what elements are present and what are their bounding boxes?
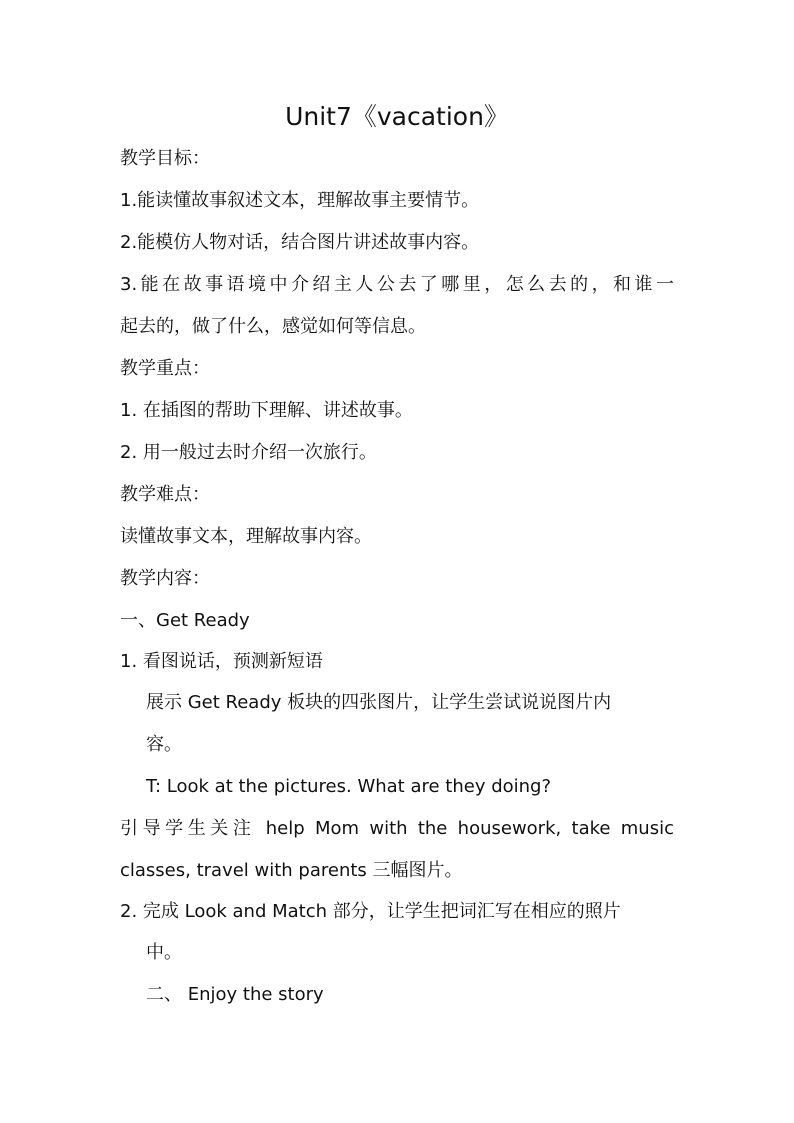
section-enjoy-story: 二、 Enjoy the story (146, 984, 324, 1005)
step-1-heading: 1. 看图说话，预测新短语 (120, 651, 323, 672)
document-title: Unit7《vacation》 (285, 102, 509, 131)
teaching-content-heading: 教学内容： (120, 568, 210, 589)
guide-line-1: 引导学生关注 help Mom with the housework, take music (120, 818, 674, 839)
objective-1: 1.能读懂故事叙述文本，理解故事主要情节。 (120, 190, 480, 211)
section-get-ready: 一、Get Ready (120, 610, 250, 631)
objective-3-line-2: 起去的，做了什么，感觉如何等信息。 (120, 316, 426, 337)
objective-3-line-1: 3.能在故事语境中介绍主人公去了哪里，怎么去的，和谁一 (120, 274, 674, 295)
guide-line-2: classes, travel with parents 三幅图片。 (120, 860, 463, 881)
step-2-line-1: 2. 完成 Look and Match 部分，让学生把词汇写在相应的照片 (120, 901, 621, 922)
step-1-description-line-2: 容。 (146, 734, 182, 755)
difficult-point: 读懂故事文本，理解故事内容。 (120, 526, 372, 547)
step-1-description-line-1: 展示 Get Ready 板块的四张图片，让学生尝试说说图片内 (146, 692, 612, 713)
key-points-heading: 教学重点： (120, 358, 210, 379)
teacher-question: T: Look at the pictures. What are they doing? (146, 776, 552, 797)
objective-2: 2.能模仿人物对话，结合图片讲述故事内容。 (120, 232, 480, 253)
step-2-line-2: 中。 (146, 942, 182, 963)
difficult-points-heading: 教学难点： (120, 484, 210, 505)
key-point-1: 1. 在插图的帮助下理解、讲述故事。 (120, 400, 413, 421)
key-point-2: 2. 用一般过去时介绍一次旅行。 (120, 442, 377, 463)
teaching-objectives-heading: 教学目标： (120, 148, 210, 169)
